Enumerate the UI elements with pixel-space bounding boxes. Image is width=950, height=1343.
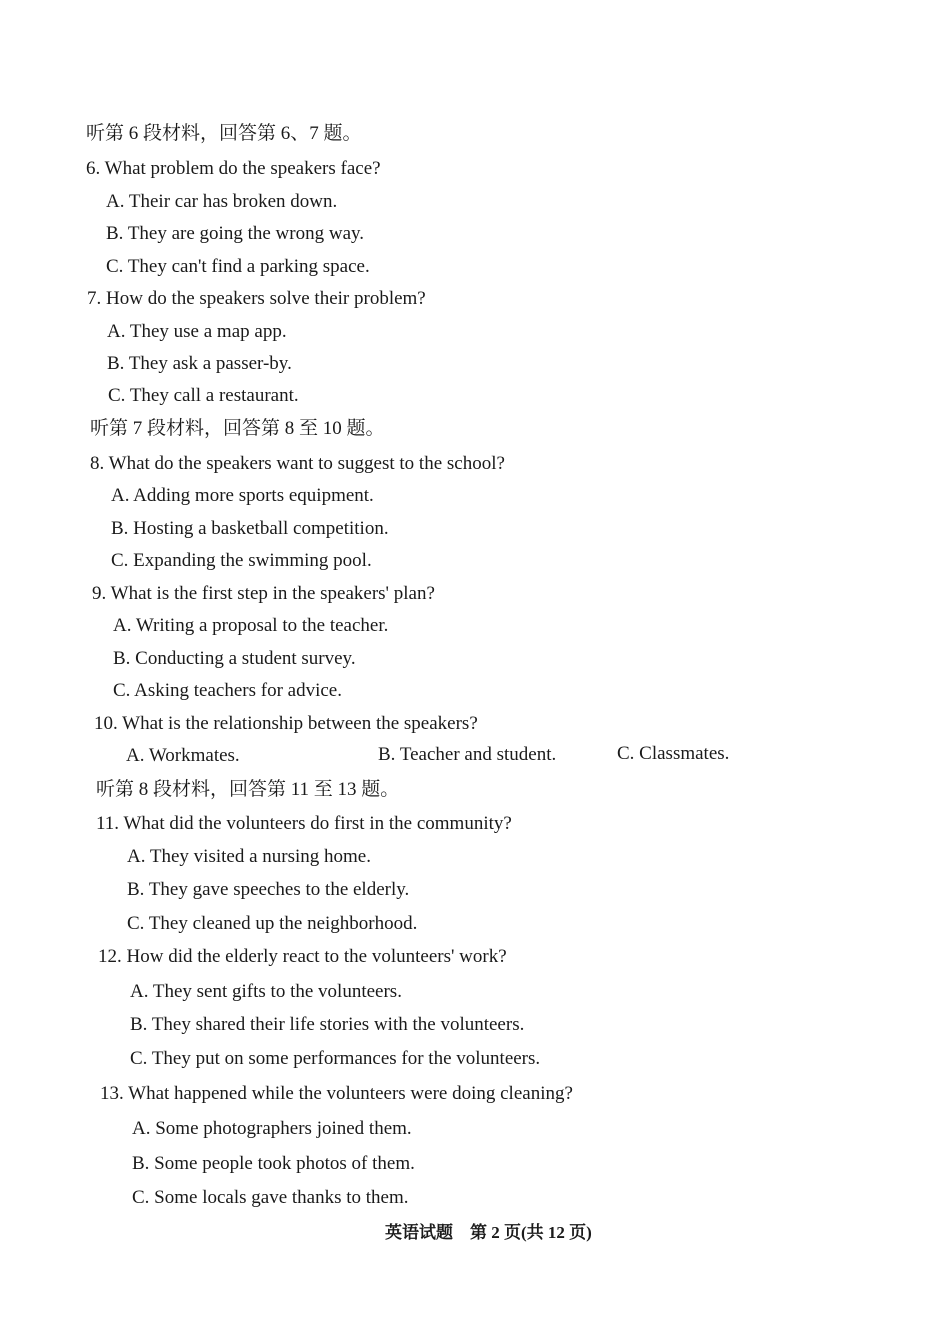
question-stem: 11. What did the volunteers do first in the community? [96,813,512,834]
answer-option: C. Some locals gave thanks to them. [132,1187,409,1208]
answer-option: B. Conducting a student survey. [113,648,356,669]
question-stem: 12. How did the elderly react to the volunteers' work? [98,946,507,967]
answer-option: B. They ask a passer-by. [107,353,292,374]
section-heading: 听第 8 段材料，回答第 11 至 13 题。 [96,779,400,800]
answer-option: B. Some people took photos of them. [132,1153,415,1174]
answer-option: C. Expanding the swimming pool. [111,550,372,571]
question-stem: 9. What is the first step in the speakers' plan? [92,583,435,604]
answer-option: C. They call a restaurant. [108,385,299,406]
answer-option: A. Writing a proposal to the teacher. [113,615,389,636]
answer-option: C. They can't find a parking space. [106,256,370,277]
question-stem: 8. What do the speakers want to suggest to the school? [90,453,505,474]
answer-option: A. They visited a nursing home. [127,846,371,867]
answer-option: A. They sent gifts to the volunteers. [130,981,402,1002]
answer-option: B. They gave speeches to the elderly. [127,879,410,900]
answer-option: A. Their car has broken down. [106,191,338,212]
page-footer: 英语试题 第 2 页(共 12 页) [385,1223,592,1242]
answer-option: C. Classmates. [617,743,730,764]
question-stem: 10. What is the relationship between the speakers? [94,713,478,734]
answer-option: A. Adding more sports equipment. [111,485,374,506]
answer-option: A. They use a map app. [107,321,287,342]
answer-option: B. Teacher and student. [378,744,557,765]
answer-option: B. They are going the wrong way. [106,223,365,244]
section-heading: 听第 7 段材料，回答第 8 至 10 题。 [90,418,385,439]
question-stem: 7. How do the speakers solve their problem? [87,288,426,309]
answer-option: A. Workmates. [126,745,240,766]
answer-option: C. Asking teachers for advice. [113,680,342,701]
section-heading: 听第 6 段材料，回答第 6、7 题。 [86,123,362,144]
answer-option: B. Hosting a basketball competition. [111,518,389,539]
answer-option: C. They cleaned up the neighborhood. [127,913,418,934]
question-stem: 13. What happened while the volunteers were doing cleaning? [100,1083,573,1104]
question-stem: 6. What problem do the speakers face? [86,158,381,179]
answer-option: B. They shared their life stories with the volunteers. [130,1014,525,1035]
answer-option: A. Some photographers joined them. [132,1118,412,1139]
answer-option: C. They put on some performances for the volunteers. [130,1048,541,1069]
